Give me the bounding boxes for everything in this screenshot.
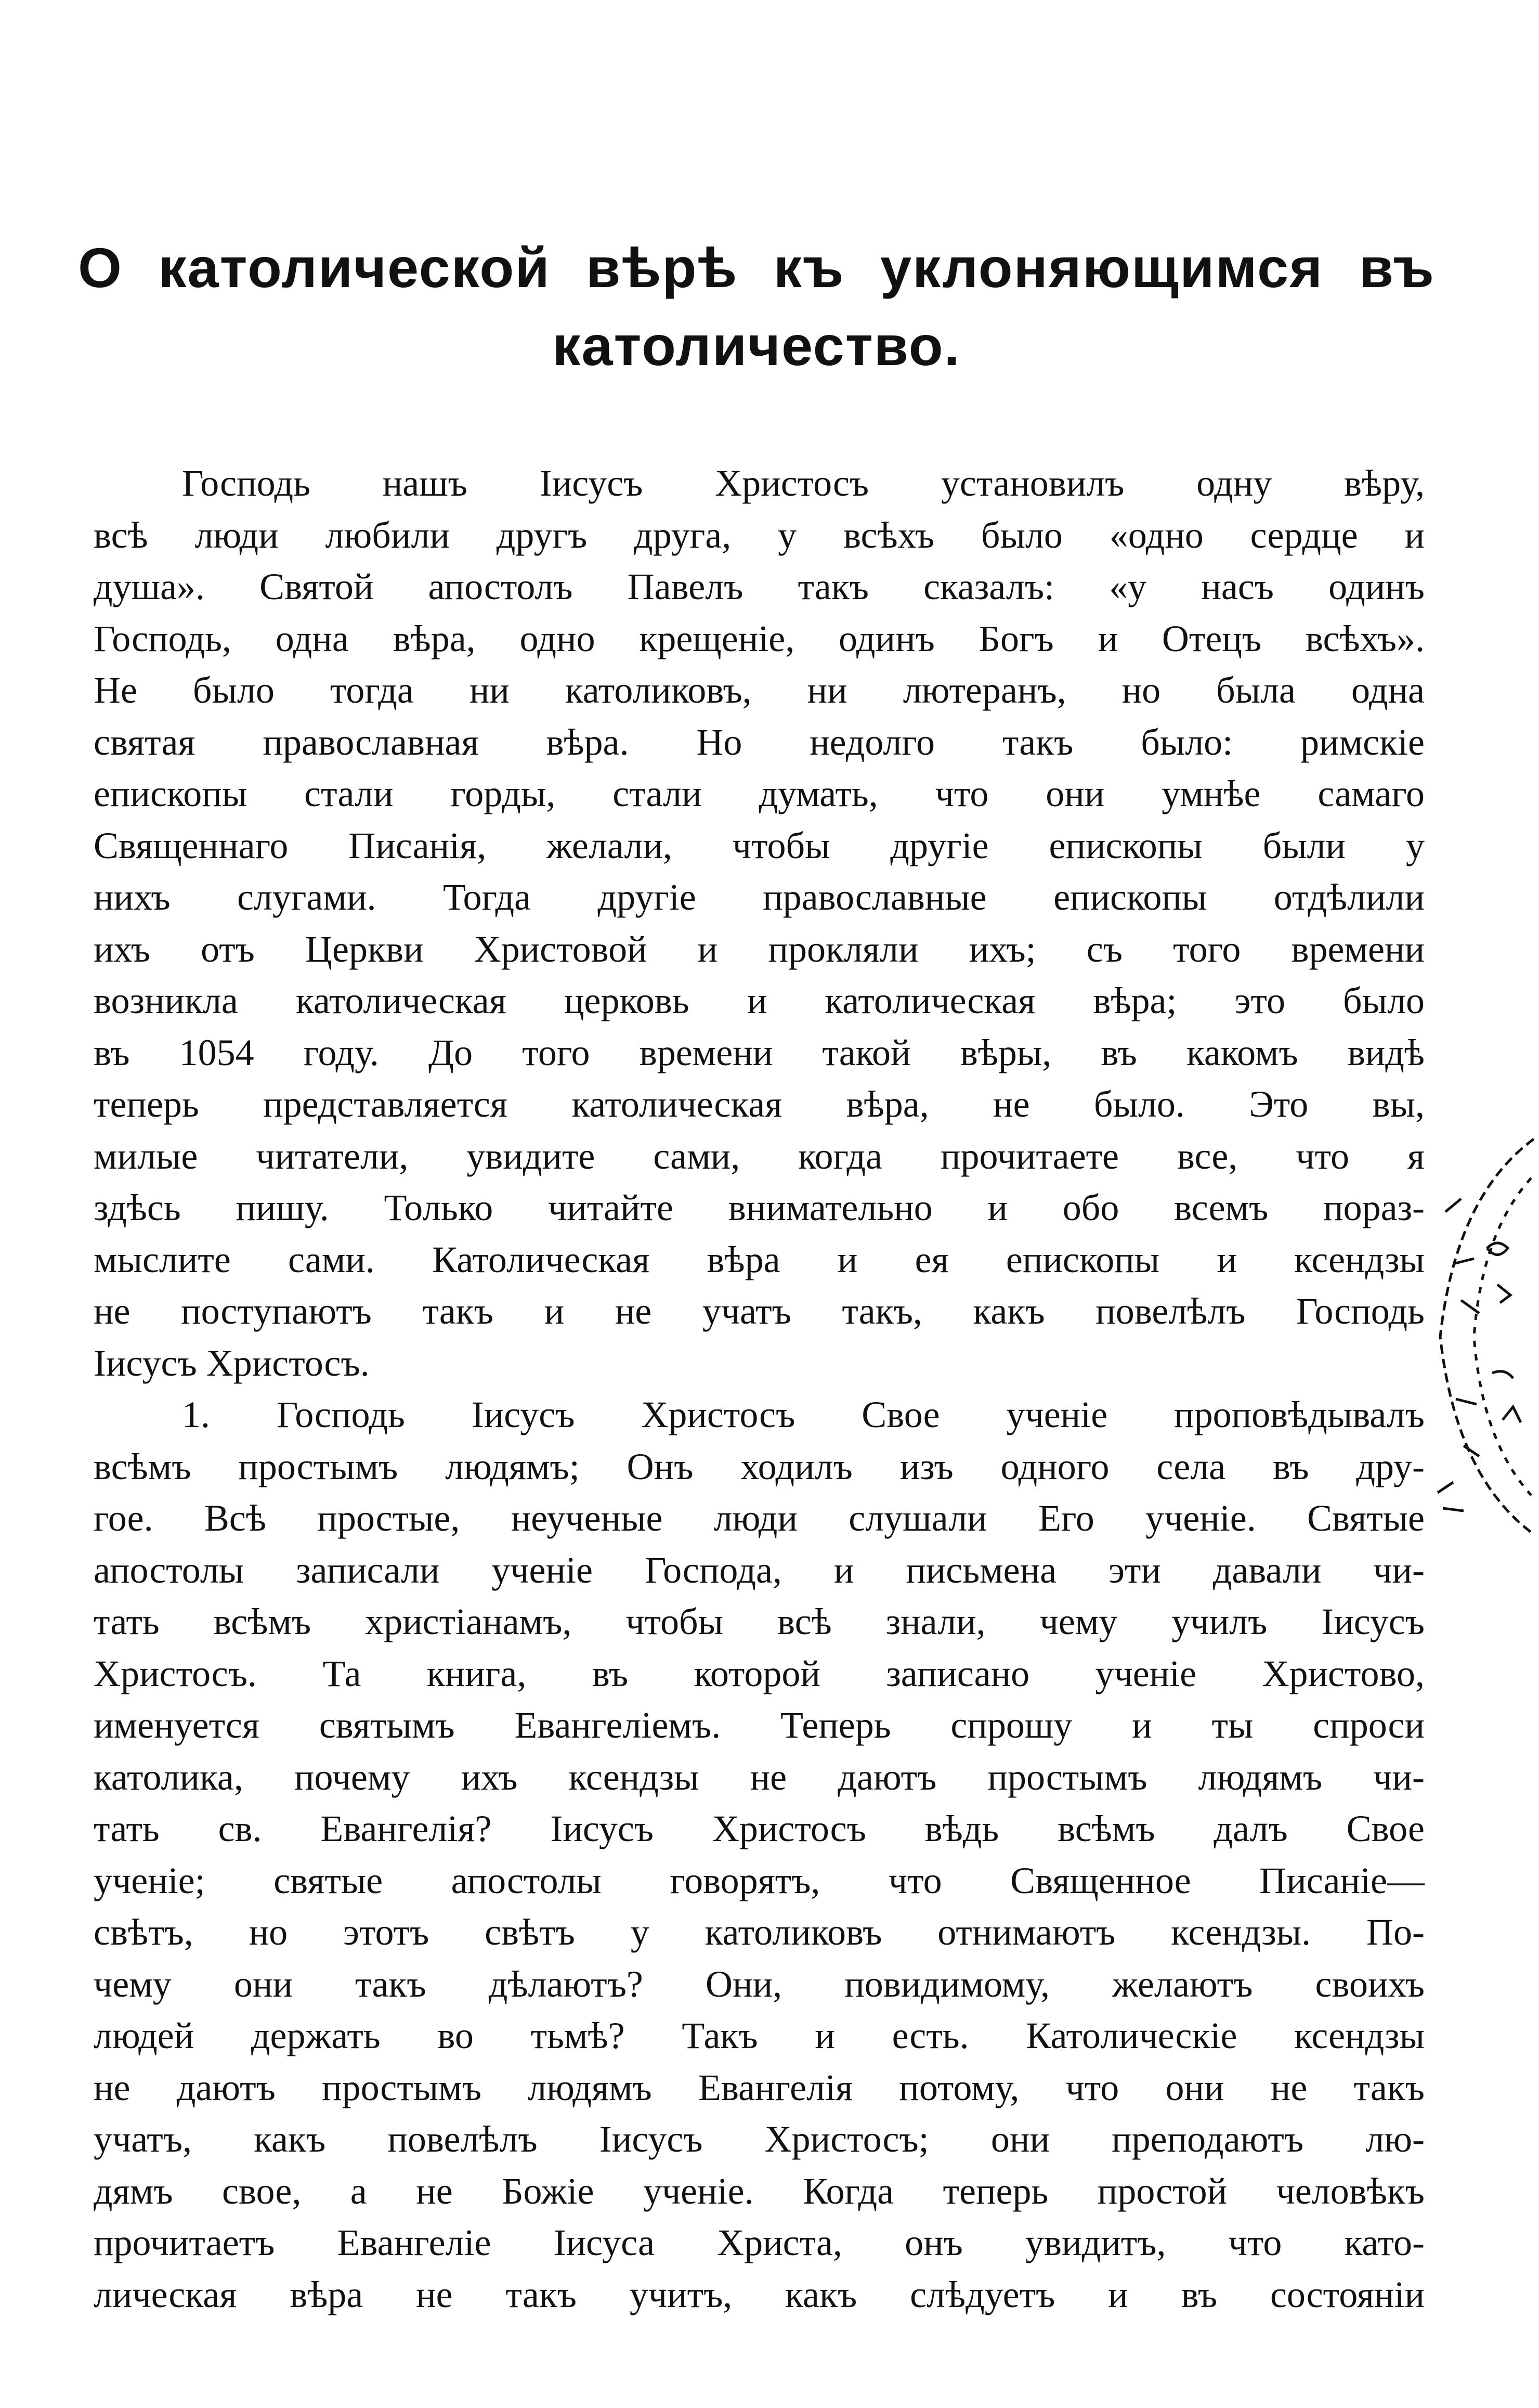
- title-line-1: О католической вѣрѣ къ уклоняющимся въ: [78, 236, 1435, 299]
- text-line: Не было тогда ни католиковъ, ни лютеранъ, но была одна: [94, 669, 1425, 711]
- text-line: душа». Святой апостолъ Павелъ такъ сказалъ: «у насъ одинъ: [94, 566, 1425, 607]
- text-line: 1. Господь Іисусъ Христосъ Свое ученіе проповѣдывалъ: [182, 1394, 1425, 1435]
- text-line: свѣтъ, но этотъ свѣтъ у католиковъ отнимаютъ ксендзы. По-: [94, 1911, 1425, 1953]
- text-line: Іисусъ Христосъ.: [94, 1342, 370, 1384]
- text-line: Священнаго Писанія, желали, чтобы другіе епископы были у: [94, 824, 1425, 866]
- paragraph: [94, 1389, 1425, 2321]
- text-line: всѣмъ простымъ людямъ; Онъ ходилъ изъ одного села въ дру-: [94, 1445, 1425, 1487]
- text-line: ученіе; святые апостолы говорятъ, что Священное Писаніе—: [94, 1859, 1425, 1901]
- paragraphs: [94, 458, 1425, 2321]
- text-line: апостолы записали ученіе Господа, и письмена эти давали чи-: [94, 1549, 1425, 1591]
- text-line: святая православная вѣра. Но недолго такъ было: римскіе: [94, 721, 1425, 763]
- text-line: Господь нашъ Іисусъ Христосъ установилъ одну вѣру,: [182, 462, 1425, 504]
- text-line: Христосъ. Та книга, въ которой записано ученіе Христово,: [94, 1652, 1425, 1694]
- text-line: не поступаютъ такъ и не учатъ такъ, какъ повелѣлъ Господь: [94, 1290, 1425, 1332]
- text-line: теперь представляется католическая вѣра, не было. Это вы,: [94, 1083, 1425, 1125]
- text-line: людей держать во тьмѣ? Такъ и есть. Католическіе ксендзы: [94, 2015, 1425, 2056]
- text-line: католика, почему ихъ ксендзы не даютъ простымъ людямъ чи-: [94, 1756, 1425, 1798]
- text-line: нихъ слугами. Тогда другіе православные епископы отдѣлили: [94, 876, 1425, 918]
- text-line: епископы стали горды, стали думать, что они умнѣе самаго: [94, 773, 1425, 814]
- page-title: [78, 229, 1435, 385]
- text-line: именуется святымъ Евангеліемъ. Теперь спрошу и ты спроси: [94, 1704, 1425, 1746]
- title-line-2: католичество.: [552, 314, 961, 377]
- text-line: въ 1054 году. До того времени такой вѣры, въ какомъ видѣ: [94, 1031, 1425, 1073]
- paragraph: [94, 458, 1425, 1389]
- text-line: тать всѣмъ христіанамъ, чтобы всѣ знали, чему училъ Іисусъ: [94, 1601, 1425, 1642]
- body-text: [94, 458, 1425, 2321]
- text-line: ихъ отъ Церкви Христовой и прокляли ихъ; съ того времени: [94, 928, 1425, 970]
- text-line: милые читатели, увидите сами, когда прочитаете все, что я: [94, 1135, 1425, 1177]
- text-line: прочитаетъ Евангеліе Іисуса Христа, онъ увидитъ, что като-: [94, 2222, 1425, 2263]
- text-line: учатъ, какъ повелѣлъ Іисусъ Христосъ; они преподаютъ лю-: [94, 2118, 1425, 2160]
- text-line: не даютъ простымъ людямъ Евангелія потому, что они не такъ: [94, 2066, 1425, 2108]
- text-line: всѣ люди любили другъ друга, у всѣхъ было «одно сердце и: [94, 514, 1425, 556]
- text-line: лическая вѣра не такъ учитъ, какъ слѣдуетъ и въ состояніи: [94, 2273, 1425, 2315]
- text-line: Господь, одна вѣра, одно крещеніе, одинъ Богъ и Отецъ всѣхъ».: [94, 617, 1425, 659]
- text-line: здѣсь пишу. Только читайте внимательно и обо всемъ пораз-: [94, 1187, 1425, 1228]
- text-line: чему они такъ дѣлаютъ? Они, повидимому, желаютъ своихъ: [94, 1963, 1425, 2005]
- text-line: мыслите сами. Католическая вѣра и ея епископы и ксендзы: [94, 1238, 1425, 1280]
- text-line: дямъ свое, а не Божіе ученіе. Когда теперь простой человѣкъ: [94, 2170, 1425, 2212]
- text-line: тать св. Евангелія? Іисусъ Христосъ вѣдь всѣмъ далъ Свое: [94, 1808, 1425, 1849]
- text-line: возникла католическая церковь и католическая вѣра; это было: [94, 980, 1425, 1021]
- library-stamp-icon: [1425, 1129, 1536, 1545]
- text-line: гое. Всѣ простые, неученые люди слушали Его ученіе. Святые: [94, 1497, 1425, 1539]
